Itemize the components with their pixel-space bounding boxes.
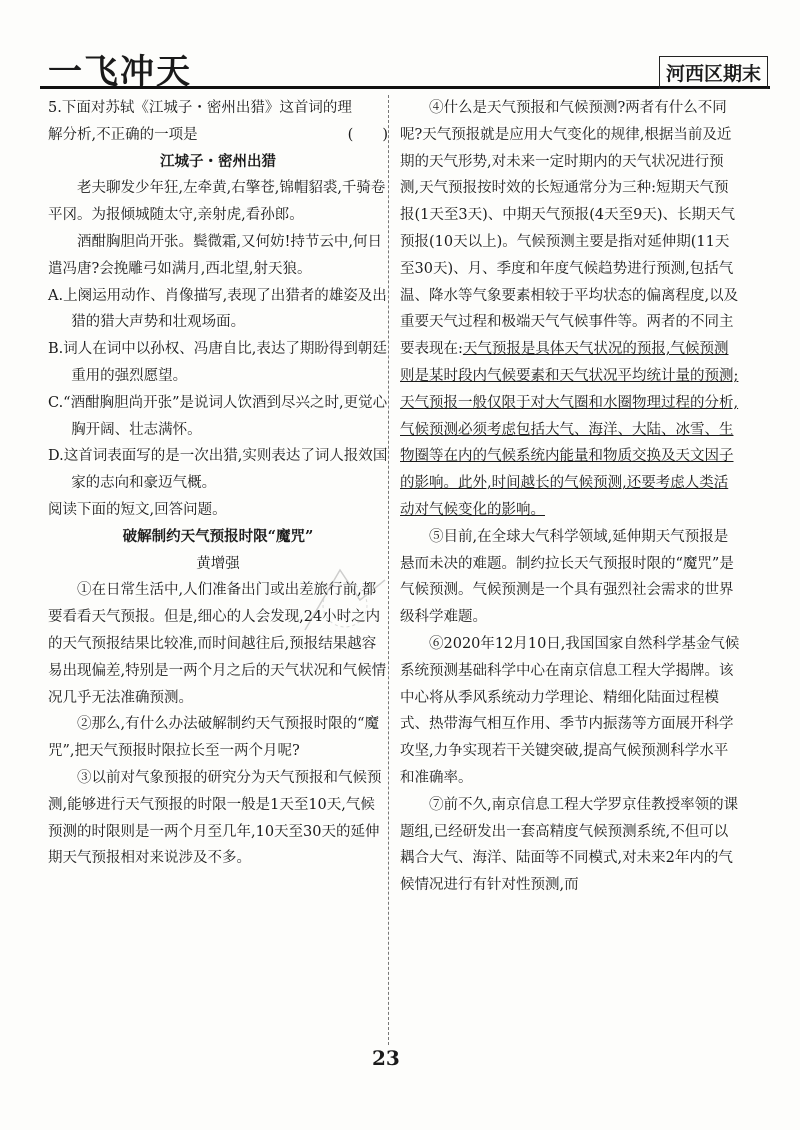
option-a: A.上阕运用动作、肖像描写,表现了出猎者的雄姿及出猎的猎大声势和壮观场面。 [48, 287, 387, 331]
poem-paragraph: 老夫聊发少年狂,左牵黄,右擎苍,锦帽貂裘,千骑卷平冈。为报倾城随太守,亲射虎,看孙郎。 [48, 180, 386, 224]
article-paragraph: ③以前对气象预报的研究分为天气预报和气候预测,能够进行天气预报的时限一般是1天至10天,气候预测的时限则是一两个月至几年,10天至30天的延伸期天气预报相对来说涉及不多。 [48, 769, 382, 867]
poem-title: 江城子・密州出猎 [160, 152, 276, 170]
brand-title: 一飞冲天 [48, 52, 192, 92]
left-column [48, 95, 388, 872]
question-line-2 [48, 122, 388, 149]
watermark-stamp [300, 560, 390, 640]
paragraph-4-text: ④什么是天气预报和气候预测?两者有什么不同呢?天气预报就是应用大气变化的规律,根据当前及近期的天气形势,对未来一定时期内的天气状况进行预测,天气预报按时效的长短通常分为三种:短期天气预报(1天至3天)、中期天气预报(4天至9天)、长期天气预报(10天以上)。气候预测主要是指对延伸期(11天至30天)、月、季度和年度气候趋势进行预测,包括气温、降水等气象要素相较于平均状态的偏离程度,以及重要天气过程和极端天气气候事件等。两者的不同主要表现在: [400, 100, 739, 358]
underlined-passage: 天气预报是具体天气状况的预报,气候预测则是某时段内气候要素和天气状况平均统计量的预测;天气预报一般仅限于对大气圈和水圈物理过程的分析,气候预测必须考虑包括大气、海洋、大陆、冰雪、生物圈等在内的气候系统内能量和物质交换及天文因子的影响。此外,时间越长的气候预测,还要考虑人类活动对气候变化的影响。 [400, 341, 739, 518]
question-5 [48, 95, 388, 122]
question-text: 5.下面对苏轼《江城子・密州出猎》这首词的理 [48, 100, 352, 116]
article-paragraph: ⑥2020年12月10日,我国国家自然科学基金气候系统预测基础科学中心在南京信息工程大学揭牌。该中心将从季风系统动力学理论、精细化陆面过程模式、热带海气相互作用、季节内振荡等方面展开科学攻坚,力争实现若干关键突破,提高气候预测科学水平和准确率。 [400, 635, 740, 786]
article-title: 破解制约天气预报时限“魔咒” [122, 527, 314, 545]
reading-intro: 阅读下面的短文,回答问题。 [48, 501, 227, 518]
option-b: B.词人在词中以孙权、冯唐自比,表达了期盼得到朝廷重用的强烈愿望。 [48, 341, 387, 384]
article-paragraph: ⑤目前,在全球大气科学领域,延伸期天气预报是悬而未决的难题。制约拉长天气预报时限的“魔咒”是气候预测。气候预测是一个具有强烈社会需求的世界级科学难题。 [400, 528, 734, 626]
option-d: D.这首词表面写的是一次出猎,实则表达了词人报效国家的志向和豪迈气概。 [48, 448, 388, 492]
answer-bracket: ( ) [347, 126, 388, 143]
page-number: 23 [372, 1046, 400, 1070]
question-tail: 解分析,不正确的一项是 [48, 126, 198, 143]
article-paragraph: ①在日常生活中,人们准备出门或出差旅行前,都要看看天气预报。但是,细心的人会发现,24小时之内的天气预报结果比较准,而时间越往后,预报结果越容易出现偏差,特别是一两个月之后的天气状况和气候情况几乎无法准确预测。 [48, 582, 387, 706]
article-author: 黄增强 [196, 555, 240, 572]
option-c: C.“酒酣胸胆尚开张”是说词人饮酒到尽兴之时,更觉心胸开阔、壮志满怀。 [48, 394, 388, 438]
section-label: 河西区期末 [659, 56, 768, 89]
article-paragraph: ⑦前不久,南京信息工程大学罗京佳教授率领的课题组,已经研发出一套高精度气候预测系统,不但可以耦合大气、海洋、陆面等不同模式,对未来2年内的气候情况进行有针对性预测,而 [400, 796, 739, 894]
right-column [400, 95, 740, 899]
page-header [40, 38, 770, 92]
article-paragraph: ②那么,有什么办法破解制约天气预报时限的“魔咒”,把天气预报时限拉长至一两个月呢? [48, 716, 380, 760]
poem-paragraph: 酒酣胸胆尚开张。鬓微霜,又何妨!持节云中,何日遣冯唐?会挽雕弓如满月,西北望,射天狼。 [48, 233, 383, 277]
article-paragraph [400, 95, 740, 524]
